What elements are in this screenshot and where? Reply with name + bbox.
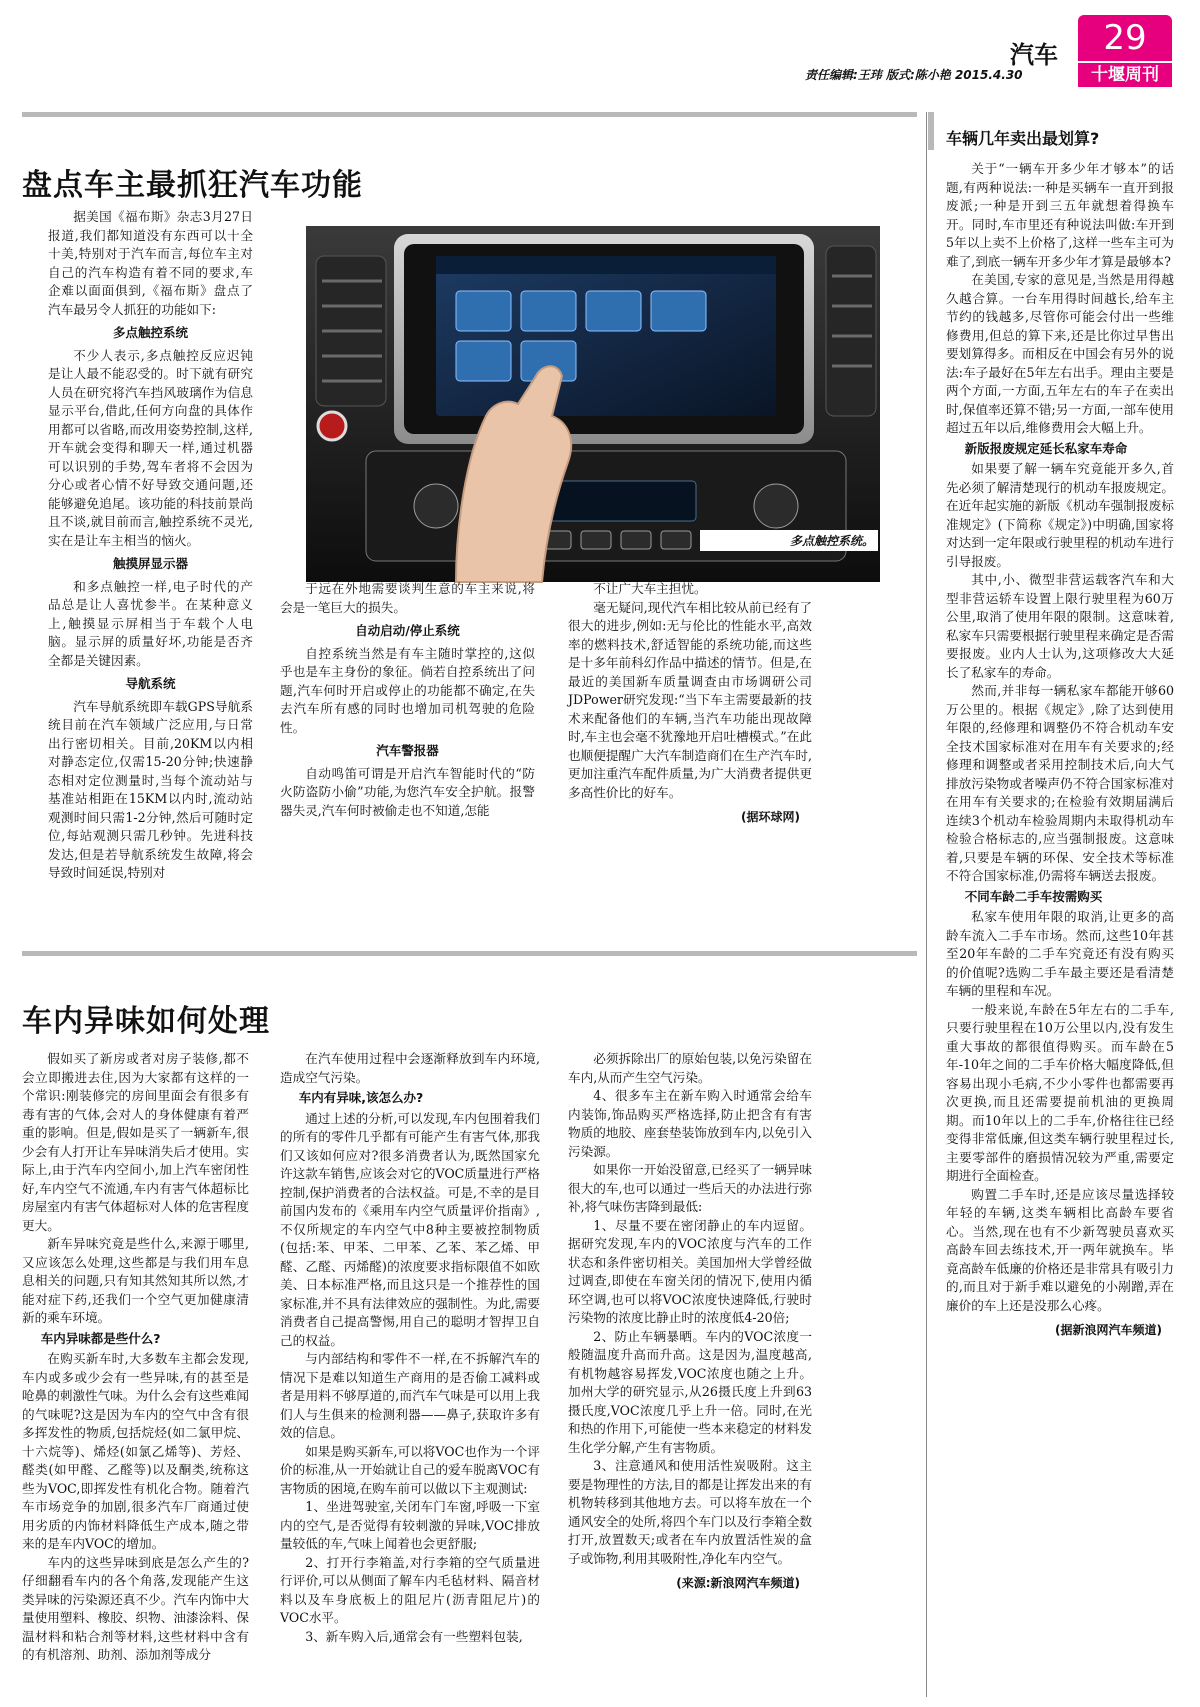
paragraph: 在美国,专家的意见是,当然是用得越久越合算。一台车用得时间越长,给车主节约的钱越多,尽管你可能会付出一些维修费用,但总的算下来,还是比你过早售出要划算得多。而相反在中国会有另外的说法:车子最好在5年左右出手。理由主要是两个方面,一方面,五年左右的车子在卖出时,保值率还算不错;另一方面,一部车使用超过五年以后,维修费用会大幅上升。 <box>946 272 1174 435</box>
paragraph: 购置二手车时,还是应该尽量选择较年轻的车辆,这类车辆相比高龄车要省心。当然,现在也有不少新驾驶员喜欢买高龄车回去练技术,开一两年就换车。毕竟高龄车低廉的价格还是非常具有吸引力的,而且对于新手难以避免的小剐蹭,弄在廉价的车上还是没那么心疼。 <box>946 1186 1174 1313</box>
sidebar-title: 车辆几年卖出最划算? <box>946 129 1100 148</box>
paragraph: 车内的这些异味到底是怎么产生的?仔细翻看车内的各个角落,发现能产生这类异味的污染源还真不少。汽车内饰中大量使用塑料、橡胶、织物、油漆涂料、保温材料和粘合剂等材料,这些材料中含有的有机溶剂、助剂、添加剂等成分 <box>22 1554 249 1662</box>
paragraph: 如果是购买新车,可以将VOC也作为一个评价的标准,从一开始就让自己的爱车脱离VOC有害物质的困境,在购车前可以做以下主观测试: <box>280 1443 540 1496</box>
paragraph: 自控系统当然是有车主随时掌控的,这似乎也是车主身份的象征。倘若自控系统出了问题,汽车何时开启或停止的功能都不确定,在失去汽车所有感的同时也增加司机驾驶的危险性。 <box>280 645 535 735</box>
paragraph: 如果你一开始没留意,已经买了一辆异味很大的车,也可以通过一些后天的办法进行弥补,将气味伤害降到最低: <box>568 1162 812 1214</box>
touchscreen-photo <box>306 226 880 582</box>
paragraph: 私家车使用年限的取消,让更多的高龄车流入二手车市场。然而,这些10年甚至20年车龄的二手车究竟还有没有购买的价值呢?选购二手车最主要还是看清楚车辆的里程和车况。 <box>946 909 1174 998</box>
article1-intro: 据美国《福布斯》杂志3月27日报道,我们都知道没有东西可以十全十美,特别对于汽车而言,每位车主对自己的汽车构造有着不同的要求,车企难以面面俱到,《福布斯》盘点了汽车最另令人抓狂的功能如下: <box>48 209 253 317</box>
page-number-badge <box>1078 15 1172 61</box>
sidebar-column <box>946 160 1174 1697</box>
subheading-auto-start-stop: 自动启动/停止系统 <box>355 623 460 638</box>
paragraph: 毫无疑问,现代汽车相比较从前已经有了很大的进步,例如:无与伦比的性能水平,高效率的燃料技术,舒适智能的系统功能,而这些是十多年前科幻作品中描述的情节。但是,在最近的美国新车质量调查由市场调研公司JDPower研究发现:“当下车主需要最新的技术来配备他们的车辆,当汽车功能出现故障时,车主也会毫不犹豫地开启吐槽模式。”在此也顺便提醒广大汽车制造商们在生产汽车时,更加注重汽车配件质量,为广大消费者提供更多高性价比的好车。 <box>568 599 812 800</box>
paper-name: 十堰周刊 <box>1091 65 1159 85</box>
paragraph: 必须拆除出厂的原始包装,以免污染留在车内,从而产生空气污染。 <box>568 1051 812 1085</box>
paragraph: 在汽车使用过程中会逐渐释放到车内环境,造成空气污染。 <box>280 1051 540 1085</box>
paragraph: 关于“一辆车开多少年才够本”的话题,有两种说法:一种是买辆车一直开到报废派;一种是开到三五年就想着得换车开。同时,车市里还有种说法叫做:车开到5年以上卖不上价格了,这样一些车主可为难了,到底一辆车开多少年才算是最够本? <box>946 161 1174 269</box>
paragraph: 然而,并非每一辆私家车都能开够60万公里的。根据《规定》,除了达到使用年限的,经修理和调整仍不符合机动车安全技术国家标准对在用车有关要求的;经修理和调整或者采用控制技术后,向大气排放污染物或者噪声仍不符合国家标准对在用车有关要求的;在检验有效期届满后连续3个机动车检验周期内未取得机动车检验合格标志的,应当强制报废。这意味着,只要是车辆的环保、安全技术等标准不符合国家标准,仍需将车辆送去报废。 <box>946 683 1174 883</box>
subheading-car-alarm: 汽车警报器 <box>376 743 439 758</box>
subheading-touchscreen: 触摸屏显示器 <box>112 556 188 571</box>
page-number: 29 <box>1103 18 1147 58</box>
paragraph: 1、坐进驾驶室,关闭车门车窗,呼吸一下室内的空气,是否觉得有较刺激的异味,VOC排放量较低的车,气味上闻着也会更舒服; <box>280 1499 540 1551</box>
paragraph: 与内部结构和零件不一样,在不拆解汽车的情况下是难以知道生产商用的是否偷工减料或者是用料不够厚道的,而汽车气味是可以用上我们人与生俱来的检测利器——鼻子,获取许多有效的信息。 <box>280 1351 540 1440</box>
subheading-navigation: 导航系统 <box>125 676 176 691</box>
section-name: 汽车 <box>1010 41 1058 69</box>
photo-caption: 多点触控系统。 <box>700 530 878 551</box>
paragraph: 2、打开行李箱盖,对行李箱的空气质量进行评价,可以从侧面了解车内毛毡材料、隔音材料以及车身底板上的阻尼片(沥青阻尼片)的VOC水平。 <box>280 1554 540 1625</box>
paragraph: 新车异味究竟是些什么,来源于哪里,又应该怎么处理,这些都是与我们用车息息相关的问题,只有知其然知其所以然,才能对症下药,还我们一个空气更加健康清新的乘车环境。 <box>22 1236 249 1325</box>
touchscreen-illustration <box>306 226 880 582</box>
article1-column-1 <box>48 208 253 880</box>
column-divider <box>926 112 927 1697</box>
subheading-used-car: 不同车龄二手车按需购买 <box>964 888 1103 904</box>
paragraph: 自动鸣笛可谓是开启汽车智能时代的“防火防盗防小偷”功能,为您汽车安全护航。报警器失灵,汽车何时被偷走也不知道,怎能 <box>280 765 535 818</box>
paragraph: 不少人表示,多点触控反应迟钝是让人最不能忍受的。时下就有研究人员在研究将汽车挡风玻璃作为信息显示平台,借此,任何方向盘的具体作用都可以省略,而改用姿势控制,这样,开车就会变得和聊天一样,通过机器可以识别的手势,驾车者将不会因为分心或者心情不好导致交通问题,还能够避免追尾。该功能的科技前景尚且不谈,就目前而言,触控系统不灵光,实在是让车主相当的恼火。 <box>48 347 253 548</box>
sidebar-source: (据新浪网汽车频道) <box>1055 1323 1162 1337</box>
subheading-multitouch: 多点触控系统 <box>112 325 188 340</box>
paragraph: 在购买新车时,大多数车主都会发现,车内或多或少会有一些异味,有的甚至是呛鼻的刺激性气味。为什么会有这些难闻的气味呢?这是因为车内的空气中含有很多挥发性的物质,包括烷烃(如二氯甲烷、十六烷等)、烯烃(如氯乙烯等)、芳烃、醛类(如甲醛、乙醛等)以及酮类,统称这些为VOC,即挥发性有机化合物。随着汽车市场竞争的加剧,很多汽车厂商通过使用劣质的内饰材料降低生产成本,随之带来的是车内VOC的增加。 <box>22 1351 249 1551</box>
article2-title-display: 车内异味如何处理 <box>22 1004 270 1039</box>
subheading-what-smells: 车内异味都是些什么? <box>40 1330 161 1346</box>
article1-title: 盘点车主最抓狂汽车功能 <box>22 168 363 203</box>
paragraph: 和多点触控一样,电子时代的产品总是让人喜忧参半。在某种意义上,触摸显示屏相当于车载个人电脑。显示屏的质量好坏,功能是否齐全都是关键因素。 <box>48 578 253 668</box>
article2-column-2 <box>280 1050 540 1697</box>
sidebar-top-rule <box>928 112 934 150</box>
credits: 责任编辑:王玮 版式:陈小艳 2015.4.30 <box>805 68 1023 82</box>
article1-column-3 <box>568 580 812 830</box>
article1-source: (据环球网) <box>741 810 800 824</box>
middle-rule <box>22 951 917 956</box>
paragraph: 于远在外地需要谈判生意的车主来说,将会是一笔巨大的损失。 <box>280 581 535 615</box>
paragraph: 其中,小、微型非营运载客汽车和大型非营运轿车设置上限行驶里程为60万公里,取消了使用年限的限制。这意味着,私家车只需要根据行驶里程来确定是否需要报废。业内人士认为,这项修改大大延长了私家车的寿命。 <box>946 572 1174 680</box>
paragraph: 2、防止车辆暴晒。车内的VOC浓度一般随温度升高而升高。这是因为,温度越高,有机物越容易挥发,VOC浓度也随之上升。加州大学的研究显示,从26摄氏度上升到63摄氏度,VOC浓度几乎上升一倍。同时,在光和热的作用下,可能使一些本来稳定的材料发生化学分解,产生有害物质。 <box>568 1328 812 1455</box>
paragraph: 一般来说,车龄在5年左右的二手车,只要行驶里程在10万公里以内,没有发生重大事故的都很值得购买。而车龄在5年-10年之间的二手车价格大幅度降低,但容易出现小毛病,不少小零件也都需要再次更换,而且还需要提前机油的更换周期。而10年以上的二手车,价格往往已经变得非常低廉,但这类车辆行驶里程过长,主要零部件的磨损情况较为严重,需要定期进行全面检查。 <box>946 1001 1174 1183</box>
article2-column-1 <box>22 1050 249 1697</box>
article2-source: (来源:新浪网汽车频道) <box>676 1576 800 1590</box>
paragraph: 假如买了新房或者对房子装修,都不会立即搬进去住,因为大家都有这样的一个常识:刚装修完的房间里面会有很多有毒有害的气体,会对人的身体健康有着严重的影响。但是,假如是买了一辆新车,很少会有人打开让车异味消失后才使用。实际上,由于汽车内空间小,加上汽车密闭性好,车内空气不流通,车内有害气体超标比房屋室内有害气体超标对人体的危害程度更大。 <box>22 1051 249 1233</box>
article1-column-2 <box>280 580 535 830</box>
paragraph: 如果要了解一辆车究竟能开多久,首先必须了解清楚现行的机动车报废规定。在近年起实施的新版《机动车强制报废标准规定》(下简称《规定》)中明确,国家将对达到一定年限或行驶里程的机动车进行引导报废。 <box>946 461 1174 569</box>
paragraph: 1、尽量不要在密闭静止的车内逗留。据研究发现,车内的VOC浓度与汽车的工作状态和条件密切相关。美国加州大学曾经做过调查,即使在车窗关闭的情况下,使用内循环空调,也可以将VOC浓度快速降低,行驶时污染物的浓度比静止时的浓度低4-20倍; <box>568 1217 812 1325</box>
paragraph: 3、注意通风和使用活性炭吸附。这主要是物理性的方法,目的都是让挥发出来的有机物转移到其他地方去。可以将车放在一个通风安全的处所,将四个车门以及行李箱全数打开,放置数天;或者在车内放置活性炭的盒子或饰物,利用其吸附性,净化车内空气。 <box>568 1458 812 1566</box>
paragraph: 通过上述的分析,可以发现,车内包围着我们的所有的零件几乎都有可能产生有害气体,那我们又该如何应对?很多消费者认为,既然国家允许这款车销售,应该会对它的VOC质量进行严格控制,保护消费者的合法权益。可是,不幸的是目前国内发布的《乘用车内空气质量评价指南》,不仅所规定的车内空气中8种主要被控制物质(包括:苯、甲苯、二甲苯、乙苯、苯乙烯、甲醛、乙醛、丙烯醛)的浓度要求指标限值不如欧美、日本标准严格,而且这只是一个推荐性的国家标准,并不具有法律效应的强制性。为此,需要消费者自己提高警惕,用自己的聪明才智捍卫自己的权益。 <box>280 1110 540 1348</box>
subheading-what-to-do: 车内有异味,该怎么办? <box>298 1090 424 1105</box>
paragraph: 汽车导航系统即车载GPS导航系统目前在汽车领域广泛应用,与日常出行密切相关。目前,20KM以内相对静态定位,仅需15-20分钟;快速静态相对定位测量时,当每个流动站与基准站相距在15KM以内时,流动站观测时间只需1-2分钟,然后可随时定位,每站观测只需几秒钟。先进科技发达,但是若导航系统发生故障,将会导致时间延误,特别对 <box>48 698 253 880</box>
paragraph: 3、新车购入后,通常会有一些塑料包装, <box>305 1628 523 1644</box>
paragraph: 不让广大车主担忧。 <box>593 581 707 596</box>
subheading-scrap-rules: 新版报废规定延长私家车寿命 <box>964 440 1128 456</box>
article2-column-3 <box>568 1050 812 1697</box>
paragraph: 4、很多车主在新车购入时通常会给车内装饰,饰品购买严格选择,防止把含有有害物质的地胶、座套垫装饰放到车内,以免引入污染源。 <box>568 1088 812 1159</box>
paper-name-badge <box>1078 61 1172 87</box>
top-rule <box>22 112 917 117</box>
